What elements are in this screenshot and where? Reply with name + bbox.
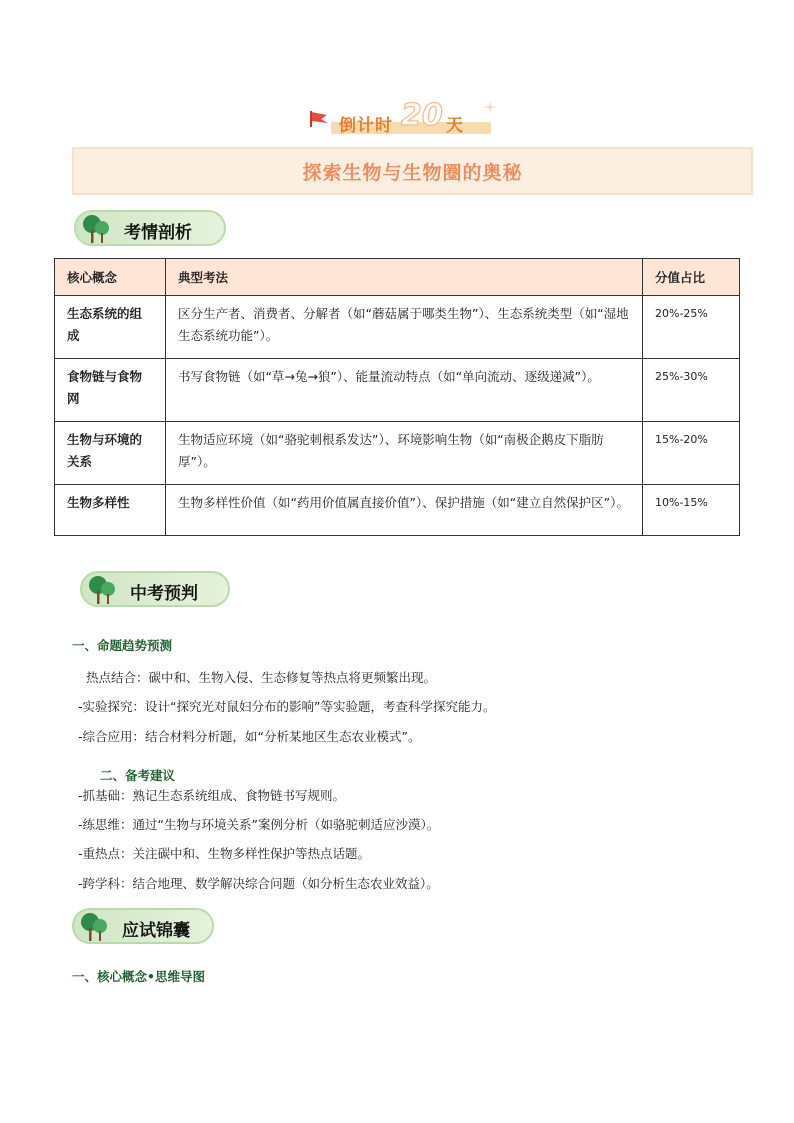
table-header: 分值占比 xyxy=(643,259,740,296)
exam-table xyxy=(54,258,740,536)
tree-icon xyxy=(86,575,120,605)
table-header: 核心概念 xyxy=(55,259,166,296)
ratio-cell: 10%-15% xyxy=(643,485,740,536)
concept-cell: 生物与环境的关系 xyxy=(55,422,166,485)
table-header: 典型考法 xyxy=(166,259,643,296)
advice-heading: 二、备考建议 xyxy=(100,768,176,783)
table-row xyxy=(55,296,740,359)
countdown-banner xyxy=(309,100,499,136)
countdown-prefix: 倒计时 xyxy=(339,116,393,136)
advice-line: -重热点：关注碳中和、生物多样性保护等热点话题。 xyxy=(78,846,371,861)
trend-heading: 一、命题趋势预测 xyxy=(72,638,173,653)
section-header-tips xyxy=(72,908,214,944)
method-cell: 生物多样性价值（如“药用价值属直接价值”）、保护措施（如“建立自然保护区”）。 xyxy=(166,485,643,536)
table-row xyxy=(55,359,740,422)
countdown-suffix: 天 xyxy=(446,116,463,136)
flag-icon xyxy=(309,110,331,128)
section-title-forecast: 中考预判 xyxy=(130,584,198,604)
advice-line: -练思维：通过“生物与环境关系”案例分析（如骆驼刺适应沙漠）。 xyxy=(78,817,440,832)
countdown-number: 20 xyxy=(401,98,443,133)
ratio-cell: 25%-30% xyxy=(643,359,740,422)
sparkle-icon xyxy=(483,100,497,114)
title-box xyxy=(72,147,753,195)
trend-line: -实验探究：设计“探究光对鼠妇分布的影响”等实验题，考查科学探究能力。 xyxy=(78,699,496,714)
advice-line: -跨学科：结合地理、数学解决综合问题（如分析生态农业效益）。 xyxy=(78,876,439,891)
section-header-analysis xyxy=(74,210,226,246)
trend-line: 热点结合：碳中和、生物入侵、生态修复等热点将更频繁出现。 xyxy=(86,670,437,685)
advice-line: -抓基础：熟记生态系统组成、食物链书写规则。 xyxy=(78,788,346,803)
concept-cell: 生态系统的组成 xyxy=(55,296,166,359)
mindmap-heading: 一、核心概念•思维导图 xyxy=(72,969,205,984)
ratio-cell: 15%-20% xyxy=(643,422,740,485)
method-cell: 区分生产者、消费者、分解者（如“蘑菇属于哪类生物”）、生态系统类型（如“湿地生态系统功能”）。 xyxy=(166,296,643,359)
concept-cell: 生物多样性 xyxy=(55,485,166,536)
table-row xyxy=(55,485,740,536)
page-title: 探索生物与生物圈的奥秘 xyxy=(302,161,523,184)
section-header-forecast xyxy=(80,571,230,607)
table-row xyxy=(55,422,740,485)
trend-line: -综合应用：结合材料分析题，如“分析某地区生态农业模式”。 xyxy=(78,729,421,744)
tree-icon xyxy=(78,912,112,942)
tree-icon xyxy=(80,214,114,244)
method-cell: 书写食物链（如“草→兔→狼”）、能量流动特点（如“单向流动、逐级递减”）。 xyxy=(166,359,643,422)
section-title-tips: 应试锦囊 xyxy=(122,921,190,941)
concept-cell: 食物链与食物网 xyxy=(55,359,166,422)
section-title-analysis: 考情剖析 xyxy=(124,223,192,243)
ratio-cell: 20%-25% xyxy=(643,296,740,359)
method-cell: 生物适应环境（如“骆驼刺根系发达”）、环境影响生物（如“南极企鹅皮下脂肪厚”）。 xyxy=(166,422,643,485)
table-header-row xyxy=(55,259,740,296)
